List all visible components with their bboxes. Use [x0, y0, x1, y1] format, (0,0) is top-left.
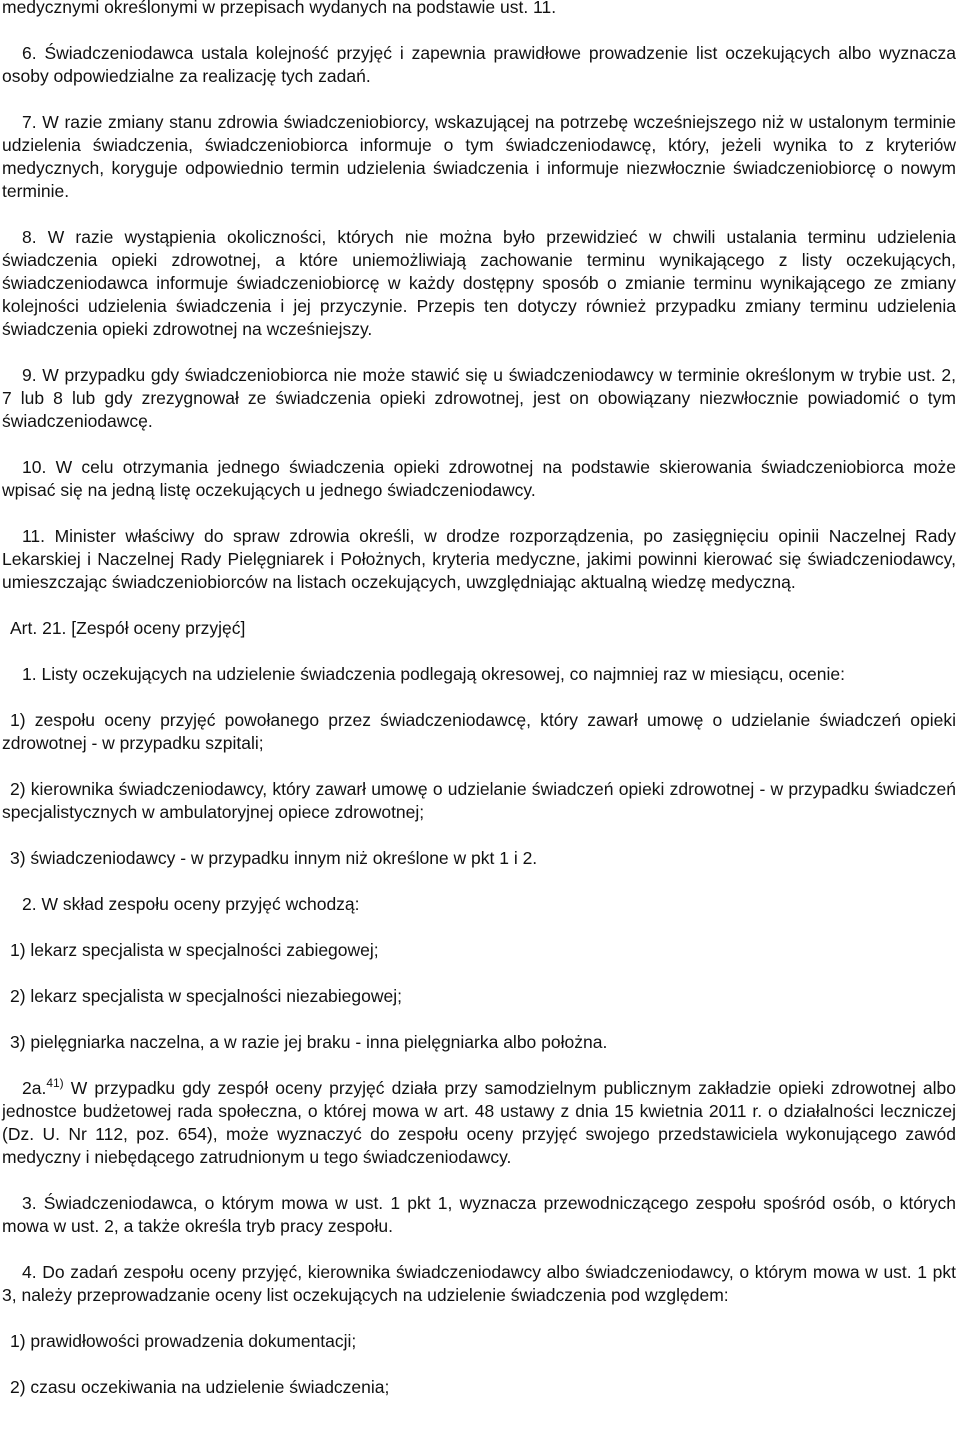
list-item: 2) kierownika świadczeniodawcy, który zawarł umowę o udzielanie świadczeń opieki zdrowotnej - w przypadku świadczeń specjalistycznych w ambulatoryjnej opiece zdrowotnej;: [2, 779, 956, 822]
paragraph-10: 10. W celu otrzymania jednego świadczenia opieki zdrowotnej na podstawie skierowania świadczeniobiorca może wpisać się na jedną listę oczekujących u jednego świadczeniodawcy.: [2, 457, 956, 500]
paragraph-11: 11. Minister właściwy do spraw zdrowia określi, w drodze rozporządzenia, po zasięgnięciu opinii Naczelnej Rady Lekarskiej i Naczelnej Rady Pielęgniarek i Położnych, kryteria medyczne, jakimi powinni kierować się świadczeniodawcy, umieszczając świadczeniobiorców na listach oczekujących, uwzględniając aktualną wiedzę medyczną.: [2, 526, 956, 592]
paragraph-number: 2a.: [22, 1078, 47, 1098]
list-item: 1) zespołu oceny przyjęć powołanego przez świadczeniodawcę, który zawarł umowę o udzielanie świadczeń opieki zdrowotnej - w przypadku szpitali;: [2, 710, 956, 753]
paragraph-7: 7. W razie zmiany stanu zdrowia świadczeniobiorcy, wskazującej na potrzebę wcześniejszego niż w ustalonym terminie udzielenia świadczenia, świadczeniobiorca informuje o tym świadczeniodawcę, który, jeżeli wynika to z kryteriów medycznych, koryguje odpowiednio termin udzielenia świadczenia i informuje niezwłocznie świadczeniobiorcę o nowym terminie.: [2, 112, 956, 201]
paragraph-continuation: medycznymi określonymi w przepisach wydanych na podstawie ust. 11.: [2, 0, 557, 17]
article-21-para-1: 1. Listy oczekujących na udzielenie świadczenia podlegają okresowej, co najmniej raz w miesiącu, ocenie:: [22, 664, 845, 684]
list-item: 3) pielęgniarka naczelna, a w razie jej braku - inna pielęgniarka albo położna.: [10, 1032, 608, 1052]
paragraph-text: W przypadku gdy zespół oceny przyjęć działa przy samodzielnym publicznym zakładzie opieki zdrowotnej albo jednostce budżetowej rada społeczna, o której mowa w art. 48 ustawy z dnia 15 kwietnia 2011 r. o działalności leczniczej (Dz. U. Nr 112, poz. 654), może wyznaczyć do zespołu oceny przyjęć swojego przedstawiciela wykonującego zawód medyczny i niebędącego zatrudnionym u tego świadczeniodawcy.: [2, 1078, 956, 1167]
paragraph-6: 6. Świadczeniodawca ustala kolejność przyjęć i zapewnia prawidłowe prowadzenie list oczekujących albo wyznacza osoby odpowiedzialne za realizację tych zadań.: [2, 43, 956, 86]
list-item: 2) czasu oczekiwania na udzielenie świadczenia;: [10, 1377, 390, 1397]
footnote-reference: 41): [46, 1076, 64, 1091]
article-21-para-2a: [2, 1077, 956, 1169]
article-21-para-4: 4. Do zadań zespołu oceny przyjęć, kierownika świadczeniodawcy albo świadczeniodawcy, o którym mowa w ust. 1 pkt 3, należy przeprowadzanie oceny list oczekujących na udzielenie świadczenia pod względem:: [2, 1262, 956, 1305]
paragraph-9: 9. W przypadku gdy świadczeniobiorca nie może stawić się u świadczeniodawcy w terminie określonym w trybie ust. 2, 7 lub 8 lub gdy zrezygnował ze świadczenia opieki zdrowotnej, jest on obowiązany niezwłocznie powiadomić o tym świadczeniodawcę.: [2, 365, 956, 431]
paragraph-8: 8. W razie wystąpienia okoliczności, których nie można było przewidzieć w chwili ustalania terminu udzielenia świadczenia opieki zdrowotnej, a które uniemożliwiają zachowanie terminu wynikającego z listy oczekujących, świadczeniodawca informuje świadczeniobiorcę w każdy dostępny sposób o zmianie terminu wynikającego ze zmiany kolejności udzielenia świadczenia i jej przyczynie. Przepis ten dotyczy również przypadku zmiany terminu udzielenia świadczenia opieki zdrowotnej na wcześniejszy.: [2, 227, 956, 339]
list-item: 1) lekarz specjalista w specjalności zabiegowej;: [10, 940, 379, 960]
article-21-para-2: 2. W skład zespołu oceny przyjęć wchodzą:: [22, 894, 360, 914]
list-item: 1) prawidłowości prowadzenia dokumentacji;: [10, 1331, 357, 1351]
list-item: 3) świadczeniodawcy - w przypadku innym niż określone w pkt 1 i 2.: [10, 848, 538, 868]
article-21-para-3: 3. Świadczeniodawca, o którym mowa w ust. 1 pkt 1, wyznacza przewodniczącego zespołu spośród osób, o których mowa w ust. 2, a także określa tryb pracy zespołu.: [2, 1193, 956, 1236]
list-item: 2) lekarz specjalista w specjalności niezabiegowej;: [10, 986, 402, 1006]
article-title: Art. 21. [Zespół oceny przyjęć]: [10, 618, 246, 638]
